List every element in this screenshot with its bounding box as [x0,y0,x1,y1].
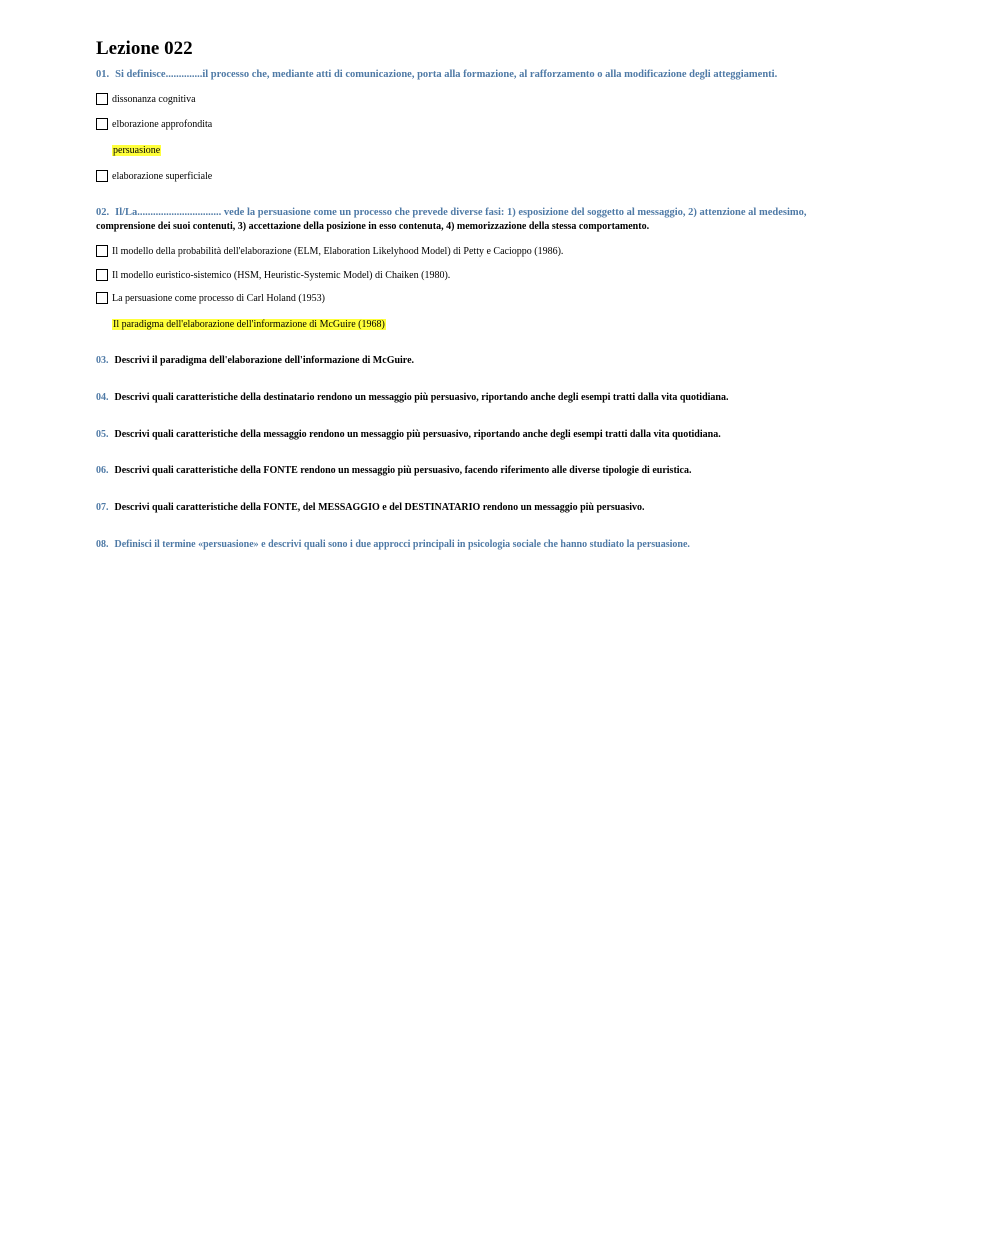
question-number: 01. [96,69,110,80]
question-02 [96,206,896,234]
highlighted-answer: Il paradigma dell'elaborazione dell'informazione di McGuire (1968) [113,318,385,330]
question-text: Descrivi quali caratteristiche della messaggio rendono un messaggio più persuasivo, riportando anche degli esempi tratti dalla vita quotidiana. [114,429,721,440]
checkbox[interactable] [96,118,108,130]
question-text: Descrivi il paradigma dell'elaborazione dell'informazione di McGuire. [114,355,415,366]
checkbox[interactable] [96,170,108,182]
page-title: Lezione 022 [96,38,193,59]
question-text: Descrivi quali caratteristiche della FONTE, del MESSAGGIO e del DESTINATARIO rendono un messaggio più persuasivo. [114,502,645,513]
option-label: dissonanza cognitiva [112,93,196,105]
question-04 [96,392,896,403]
question-06 [96,465,896,476]
question-text: Descrivi quali caratteristiche della FONTE rendono un messaggio più persuasivo, facendo riferimento alle diverse tipologie di euristica. [114,465,692,476]
question-text: Descrivi quali caratteristiche della destinatario rendono un messaggio più persuasivo, riportando anche degli esempi tratti dalla vita quotidiana. [114,392,729,403]
option-01-1[interactable] [96,91,196,107]
highlighted-answer: persuasione [113,144,161,156]
option-02-4-correct[interactable] [96,316,386,332]
option-01-3-correct[interactable] [96,142,161,158]
question-number: 03. [96,355,109,366]
option-label: Il modello della probabilità dell'elaborazione (ELM, Elaboration Likelyhood Model) di Petty e Cacioppo (1986). [112,245,564,257]
question-01 [96,68,896,82]
option-label: La persuasione come processo di Carl Holand (1953) [112,292,325,304]
option-02-1[interactable] [96,243,563,259]
question-text-blue: Il/La................................ vede la persuasione come un processo che prevede diverse fasi: 1) esposizione del soggetto al messaggio, 2) attenzione al medesimo, [115,207,807,218]
question-text: Si definisce..............il processo che, mediante atti di comunicazione, porta alla formazione, al rafforzamento o alla modificazione degli atteggiamenti. [115,69,778,80]
question-number: 07. [96,502,109,513]
checkbox[interactable] [96,245,108,257]
question-number: 02. [96,207,110,218]
question-number: 08. [96,539,109,550]
question-text-black: comprensione dei suoi contenuti, 3) accettazione della posizione in esso contenuta, 4) memorizzazione della stessa comportamento. [96,221,650,232]
question-08 [96,539,896,550]
question-number: 04. [96,392,109,403]
option-02-3[interactable] [96,290,325,306]
checkbox[interactable] [96,269,108,281]
question-03 [96,355,896,366]
option-01-2[interactable] [96,116,212,132]
question-07 [96,502,896,513]
question-05 [96,429,896,440]
document-page [96,38,896,550]
question-text: Definisci il termine «persuasione» e descrivi quali sono i due approcci principali in psicologia sociale che hanno studiato la persuasione. [114,539,690,550]
option-01-4[interactable] [96,168,212,184]
option-02-2[interactable] [96,267,450,283]
checkbox[interactable] [96,93,108,105]
option-label: Il modello euristico-sistemico (HSM, Heuristic-Systemic Model) di Chaiken (1980). [112,269,451,281]
checkbox[interactable] [96,292,108,304]
question-number: 05. [96,429,109,440]
option-label: elaborazione superficiale [112,170,213,182]
option-label: elborazione approfondita [112,118,213,130]
question-number: 06. [96,465,109,476]
